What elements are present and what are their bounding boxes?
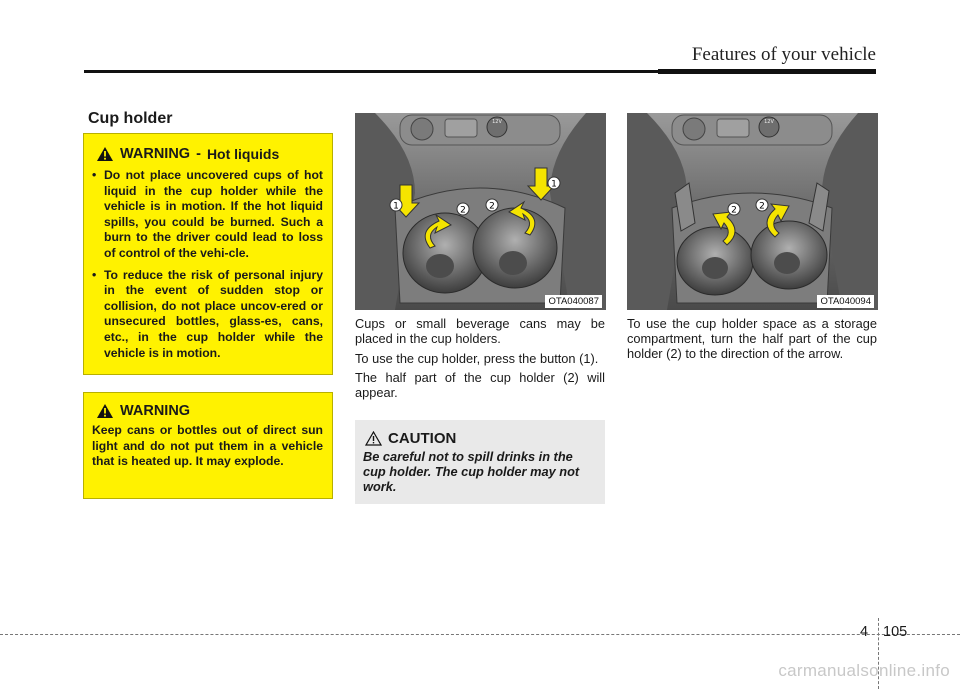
- socket-label: 12V: [764, 119, 774, 125]
- paragraph: The half part of the cup holder (2) will appear.: [355, 370, 605, 401]
- caution-text: Be careful not to spill drinks in the cup holder. The cup holder may not work.: [363, 449, 580, 494]
- warning-hot-liquids-box: [83, 133, 333, 375]
- svg-text:2: 2: [489, 201, 495, 212]
- warning-heading: [84, 134, 332, 162]
- svg-text:1: 1: [551, 179, 557, 190]
- svg-text:2: 2: [460, 205, 466, 216]
- caution-box: [355, 420, 605, 504]
- callout-number: [457, 203, 469, 216]
- warning-label: WARNING: [120, 146, 191, 162]
- photo-code: OTA040087: [545, 295, 602, 308]
- cup-holder-photo-storage: [627, 113, 878, 310]
- cup-holder-instructions: [355, 317, 605, 406]
- section-title: Cup holder: [88, 110, 173, 127]
- callout-number: [390, 199, 402, 212]
- chapter-number: 4: [860, 624, 869, 640]
- warning-separator: -: [196, 146, 201, 162]
- warning-text: Keep cans or bottles out of direct sun light and do not put them in a vehicle that is heated up. It may explode.: [92, 423, 323, 469]
- cup-holder-illustration: [355, 113, 606, 310]
- header-rule-accent: [658, 69, 876, 74]
- callout-number: [548, 177, 560, 190]
- watermark: carmanualsonline.info: [778, 661, 950, 680]
- caution-triangle-icon: [365, 431, 382, 446]
- socket-label: 12V: [492, 119, 502, 125]
- callout-number: [756, 199, 768, 212]
- svg-text:2: 2: [759, 201, 765, 212]
- paragraph: To use the cup holder space as a storage compartment, turn the half part of the cup holder (2) to the direction of the arrow.: [627, 316, 877, 361]
- running-header-title: Features of your vehicle: [691, 44, 876, 65]
- cup-holder-illustration: [627, 113, 878, 310]
- warning-label: WARNING: [120, 403, 191, 419]
- paragraph: Cups or small beverage cans may be placed in the cup holders.: [355, 316, 605, 346]
- warning-triangle-icon: [96, 403, 114, 419]
- svg-text:2: 2: [731, 205, 737, 216]
- cup-holder-photo-press-button: [355, 113, 606, 310]
- warning-heading: [84, 393, 332, 419]
- warning-triangle-icon: [96, 146, 114, 162]
- page-number: 105: [883, 624, 908, 640]
- warning-list-item: • Do not place uncovered cups of hot liquid in the cup holder while the vehicle is in motion. If the hot liquid spills, you could be burned. Such a burn to the driver could lead to loss of control of the vehi-cle.: [92, 168, 323, 260]
- callout-number: [728, 203, 740, 216]
- paragraph: To use the cup holder, press the button (1).: [355, 350, 599, 366]
- warning-list-item: • To reduce the risk of personal injury in the event of sudden stop or collision, do not place uncov-ered or unsecured bottles, glass-es, cans, etc., in the cup holder while the vehicle is in motion.: [92, 267, 323, 360]
- caution-heading: [355, 420, 605, 447]
- footer-rule: [0, 634, 960, 635]
- warning-list: [84, 168, 332, 361]
- photo-code: OTA040094: [817, 295, 874, 308]
- callout-number: [486, 199, 498, 212]
- storage-instructions: [627, 317, 877, 366]
- warning-subtitle: Hot liquids: [206, 146, 280, 162]
- svg-text:1: 1: [393, 201, 399, 212]
- caution-label: CAUTION: [388, 430, 457, 447]
- warning-heat-box: [83, 392, 333, 499]
